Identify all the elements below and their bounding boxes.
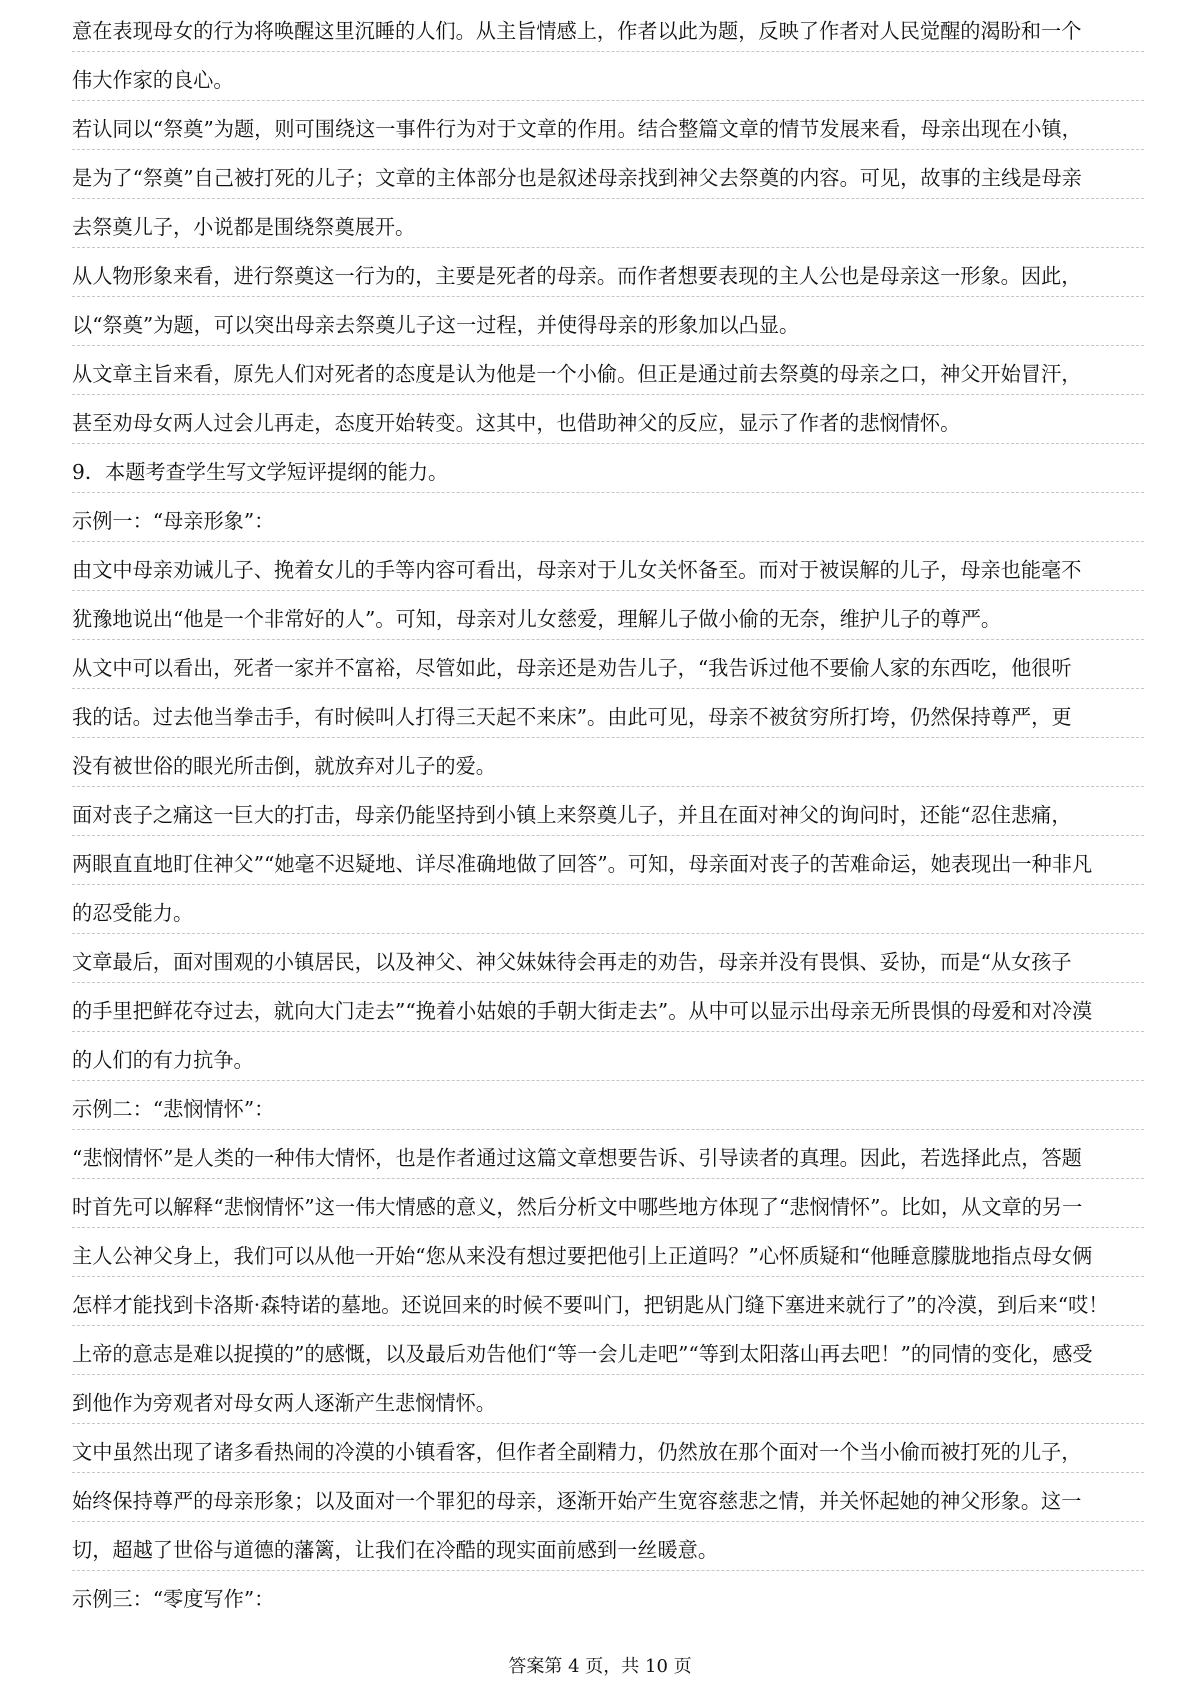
text-line: “悲悯情怀”是人类的一种伟大情怀，也是作者通过这篇文章想要告诉、引导读者的真理。因此，若选择此点，答题: [72, 1139, 1144, 1179]
paragraph: [72, 1433, 1144, 1571]
paragraph: [72, 502, 1144, 542]
paragraph: [72, 1139, 1144, 1424]
text-line: 示例三：“零度写作”：: [72, 1587, 275, 1611]
page-footer: 答案第 4 页，共 10 页: [508, 1656, 692, 1677]
paragraph: [72, 257, 1144, 346]
text-line: 的人们的有力抗争。: [72, 1041, 1144, 1081]
text-line: 从人物形象来看，进行祭奠这一行为的，主要是死者的母亲。而作者想要表现的主人公也是母亲这一形象。因此，: [72, 257, 1144, 297]
text-line: 意在表现母女的行为将唤醒这里沉睡的人们。从主旨情感上，作者以此为题，反映了作者对人民觉醒的渴盼和一个: [72, 12, 1144, 52]
text-line: 以“祭奠”为题，可以突出母亲去祭奠儿子这一过程，并使得母亲的形象加以凸显。: [72, 306, 1144, 346]
answer-body: [72, 12, 1144, 1629]
text-line: 面对丧子之痛这一巨大的打击，母亲仍能坚持到小镇上来祭奠儿子，并且在面对神父的询问时，还能“忍住悲痛，: [72, 796, 1144, 836]
text-line: 的忍受能力。: [72, 894, 1144, 934]
text-line: 示例二：“悲悯情怀”：: [72, 1090, 1144, 1130]
text-line: 从文章主旨来看，原先人们对死者的态度是认为他是一个小偷。但正是通过前去祭奠的母亲之口，神父开始冒汗，: [72, 355, 1144, 395]
paragraph: [72, 796, 1144, 934]
text-line: 到他作为旁观者对母女两人逐渐产生悲悯情怀。: [72, 1384, 1144, 1424]
paragraph: [72, 649, 1144, 787]
text-line: 伟大作家的良心。: [72, 61, 1144, 101]
text-line: 两眼直直地盯住神父”“她毫不迟疑地、详尽准确地做了回答”。可知，母亲面对丧子的苦难命运，她表现出一种非凡: [72, 845, 1144, 885]
text-line: 没有被世俗的眼光所击倒，就放弃对儿子的爱。: [72, 747, 1144, 787]
paragraph: [72, 355, 1144, 444]
text-line: 我的话。过去他当拳击手，有时候叫人打得三天起不来床”。由此可见，母亲不被贫穷所打垮，仍然保持尊严，更: [72, 698, 1144, 738]
paragraph: [72, 551, 1144, 640]
text-line: 示例一：“母亲形象”：: [72, 502, 1144, 542]
text-line: 的手里把鲜花夺过去，就向大门走去”“挽着小姑娘的手朝大街走去”。从中可以显示出母亲无所畏惧的母爱和对冷漠: [72, 992, 1144, 1032]
paragraph: [72, 1580, 1144, 1620]
text-line: 9．本题考查学生写文学短评提纲的能力。: [72, 453, 1144, 493]
paragraph: [72, 943, 1144, 1081]
paragraph: [72, 12, 1144, 101]
text-line: 主人公神父身上，我们可以从他一开始“您从来没有想过要把他引上正道吗？”心怀质疑和“他睡意朦胧地指点母女俩: [72, 1237, 1144, 1277]
text-line: 文章最后，面对围观的小镇居民，以及神父、神父妹妹待会再走的劝告，母亲并没有畏惧、妥协，而是“从女孩子: [72, 943, 1144, 983]
text-line: 是为了“祭奠”自己被打死的儿子；文章的主体部分也是叙述母亲找到神父去祭奠的内容。可见，故事的主线是母亲: [72, 159, 1144, 199]
text-line: 甚至劝母女两人过会儿再走，态度开始转变。这其中，也借助神父的反应，显示了作者的悲悯情怀。: [72, 404, 1144, 444]
text-line: 时首先可以解释“悲悯情怀”这一伟大情感的意义，然后分析文中哪些地方体现了“悲悯情怀”。比如，从文章的另一: [72, 1188, 1144, 1228]
text-line: 从文中可以看出，死者一家并不富裕，尽管如此，母亲还是劝告儿子，“我告诉过他不要偷人家的东西吃，他很听: [72, 649, 1144, 689]
text-line: 怎样才能找到卡洛斯·森特诺的墓地。还说回来的时候不要叫门，把钥匙从门缝下塞进来就行了”的冷漠，到后来“哎！: [72, 1286, 1144, 1326]
text-line: 上帝的意志是难以捉摸的”的感慨，以及最后劝告他们“等一会儿走吧”“等到太阳落山再去吧！”的同情的变化，感受: [72, 1335, 1144, 1375]
text-line: 始终保持尊严的母亲形象；以及面对一个罪犯的母亲，逐渐开始产生宽容慈悲之情，并关怀起她的神父形象。这一: [72, 1482, 1144, 1522]
text-line: 去祭奠儿子，小说都是围绕祭奠展开。: [72, 208, 1144, 248]
paragraph: [72, 1090, 1144, 1130]
paragraph: [72, 110, 1144, 248]
text-line: 文中虽然出现了诸多看热闹的冷漠的小镇看客，但作者全副精力，仍然放在那个面对一个当小偷而被打死的儿子，: [72, 1433, 1144, 1473]
text-line: 犹豫地说出“他是一个非常好的人”。可知，母亲对儿女慈爱，理解儿子做小偷的无奈，维护儿子的尊严。: [72, 600, 1144, 640]
text-line: 若认同以“祭奠”为题，则可围绕这一事件行为对于文章的作用。结合整篇文章的情节发展来看，母亲出现在小镇，: [72, 110, 1144, 150]
text-line: 切，超越了世俗与道德的藩篱，让我们在冷酷的现实面前感到一丝暖意。: [72, 1531, 1144, 1571]
paragraph: [72, 453, 1144, 493]
text-line: 由文中母亲劝诫儿子、挽着女儿的手等内容可看出，母亲对于儿女关怀备至。而对于被误解的儿子，母亲也能毫不: [72, 551, 1144, 591]
